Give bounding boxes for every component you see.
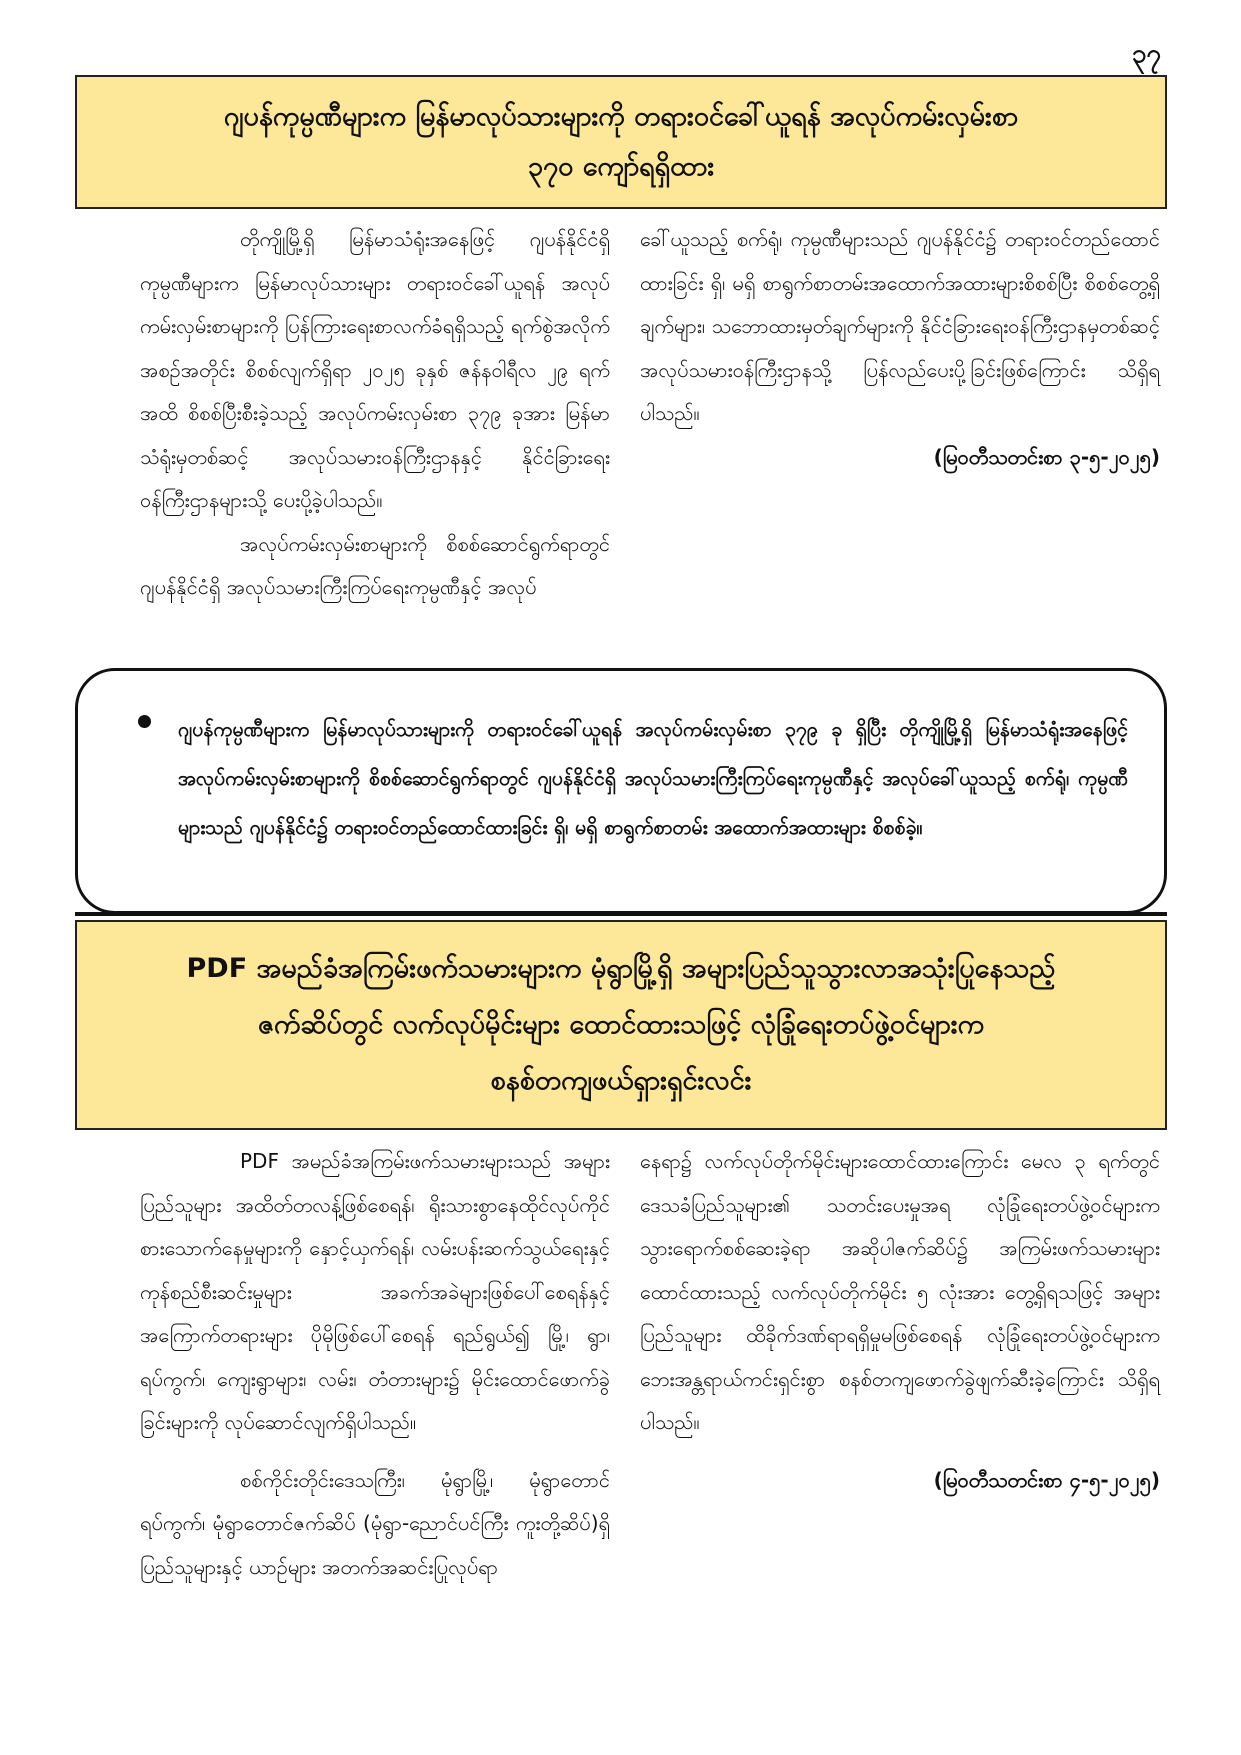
article1-right-paragraph: ခေါ်ယူသည့် စက်ရုံ၊ ကုမ္ပဏီများသည် ဂျပန်နိုင်ငံ၌ တရားဝင်တည်ထောင်ထားခြင်း ရှိ၊ မရှိ စာရွက်စာတမ်းအထောက်အထားများစိစစ်ပြီး စိစစ်တွေ့ရှိချက်များ၊ သဘောထားမှတ်ချက်များကို နိုင်ငံခြားရေးဝန်ကြီးဌာနမှတစ်ဆင့် အလုပ်သမားဝန်ကြီးဌာနသို့ ပြန်လည်ပေးပို့ခြင်းဖြစ်ကြောင်း သိရှိရပါသည်။ xyxy=(640,227,1160,425)
article1-left-column xyxy=(140,218,610,610)
article2-headline-line3: စနစ်တကျဖယ်ရှားရှင်းလင်း xyxy=(490,1065,752,1096)
section-divider xyxy=(75,912,1167,916)
article1-source: (မြဝတီသတင်းစာ ၃-၅-၂၀၂၅) xyxy=(933,444,1160,469)
article2-headline-line2: ဇက်ဆိပ်တွင် လက်လုပ်မိုင်းများ ထောင်ထားသဖြင့် လုံခြုံရေးတပ်ဖွဲ့ဝင်များက xyxy=(257,1009,985,1040)
article1-headline-line1: ဂျပန်ကုမ္ပဏီများက မြန်မာလုပ်သားများကို တရားဝင်ခေါ်ယူရန် အလုပ်ကမ်းလှမ်းစာ xyxy=(223,101,1019,132)
article2-source: (မြဝတီသတင်းစာ ၄-၅-၂၀၂၅) xyxy=(933,1467,1160,1492)
article1-headline-line2: ၃၇၀ ကျော်ရရှိထား xyxy=(527,151,715,182)
article1-right-column xyxy=(640,218,1160,479)
article2-headline-line1: PDF အမည်ခံအကြမ်းဖက်သမားများက မုံရွာမြို့ရှိ အများပြည်သူသွားလာအသုံးပြုနေသည့် xyxy=(186,953,1056,984)
article1-headline xyxy=(75,75,1167,209)
article1-left-paragraph-2: အလုပ်ကမ်းလှမ်းစာများကို စိစစ်ဆောင်ရွက်ရာတွင် ဂျပန်နိုင်ငံရှိ အလုပ်သမားကြီးကြပ်ရေးကုမ္ပဏီနှင့် အလုပ် xyxy=(140,531,610,599)
article2-left-paragraph-1: PDF အမည်ခံအကြမ်းဖက်သမားများသည် အများပြည်သူများ အထိတ်တလန့်ဖြစ်စေရန်၊ ရိုးသားစွာနေထိုင်လုပ်ကိုင်စားသောက်နေမှုများကို နှောင့်ယှက်ရန်၊ လမ်းပန်းဆက်သွယ်ရေးနှင့် ကုန်စည်စီးဆင်းမှုများ အခက်အခဲများဖြစ်ပေါ်စေရန်နှင့် အကြောက်တရားများ ပိုမိုဖြစ်ပေါ်စေရန် ရည်ရွယ်၍ မြို့၊ ရွာ၊ ရပ်ကွက်၊ ကျေးရွာများ၊ လမ်း၊ တံတားများ၌ မိုင်းထောင်ဖောက်ခွဲခြင်းများကို လုပ်ဆောင်လျက်ရှိပါသည်။ xyxy=(140,1149,610,1434)
article2-right-paragraph: နေရာ၌ လက်လုပ်တိုက်မိုင်းများထောင်ထားကြောင်း မေလ ၃ ရက်တွင် ဒေသခံပြည်သူများ၏ သတင်းပေးမှုအရ လုံခြုံရေးတပ်ဖွဲ့ဝင်များက သွားရောက်စစ်ဆေးခဲ့ရာ အဆိုပါဇက်ဆိပ်၌ အကြမ်းဖက်သမားများ ထောင်ထားသည့် လက်လုပ်တိုက်မိုင်း ၅ လုံးအား တွေ့ရှိရသဖြင့် အများပြည်သူများ ထိခိုက်ဒဏ်ရာရရှိမှုမဖြစ်စေရန် လုံခြုံရေးတပ်ဖွဲ့ဝင်များက ဘေးအန္တရာယ်ကင်းရှင်းစွာ စနစ်တကျဖောက်ခွဲဖျက်ဆီးခဲ့ကြောင်း သိရှိရပါသည်။ xyxy=(640,1149,1160,1434)
article2-left-paragraph-2: စစ်ကိုင်းတိုင်းဒေသကြီး၊ မုံရွာမြို့၊ မုံရွာတောင်ရပ်ကွက်၊ မုံရွာတောင်ဇက်ဆိပ် (မုံရွာ-ညောင်ပင်ကြီး ကူးတို့ဆိပ်)ရှိ ပြည်သူများနှင့် ယာဉ်များ အတက်အဆင်းပြုလုပ်ရာ xyxy=(140,1467,610,1579)
article1-left-paragraph-1: တိုကျိုမြို့ရှိ မြန်မာသံရုံးအနေဖြင့် ဂျပန်နိုင်ငံရှိ ကုမ္ပဏီများက မြန်မာလုပ်သားများ တရားဝင်ခေါ်ယူရန် အလုပ်ကမ်းလှမ်းစာများကို ပြန်ကြားရေးစာလက်ခံရရှိသည့် ရက်စွဲအလိုက် အစဉ်အတိုင်း စိစစ်လျက်ရှိရာ ၂၀၂၅ ခုနှစ် ဇန်နဝါရီလ ၂၉ ရက်အထိ စိစစ်ပြီးစီးခဲ့သည့် အလုပ်ကမ်းလှမ်းစာ ၃၇၉ ခုအား မြန်မာသံရုံးမှတစ်ဆင့် အလုပ်သမားဝန်ကြီးဌာနနှင့် နိုင်ငံခြားရေးဝန်ကြီးဌာနများသို့ ပေးပို့ခဲ့ပါသည်။ xyxy=(140,227,610,512)
article2-left-column xyxy=(140,1140,610,1589)
summary-box xyxy=(75,668,1167,914)
bullet-icon xyxy=(138,715,151,728)
summary-text: ဂျပန်ကုမ္ပဏီများက မြန်မာလုပ်သားများကို တရားဝင်ခေါ်ယူရန် အလုပ်ကမ်းလှမ်းစာ ၃၇၉ ခု ရှိပြီး တိုကျိုမြို့ရှိ မြန်မာသံရုံးအနေဖြင့် အလုပ်ကမ်းလှမ်းစာများကို စိစစ်ဆောင်ရွက်ရာတွင် ဂျပန်နိုင်ငံရှိ အလုပ်သမားကြီးကြပ်ရေးကုမ္ပဏီနှင့် အလုပ်ခေါ်ယူသည့် စက်ရုံ၊ ကုမ္ပဏီများသည် ဂျပန်နိုင်ငံ၌ တရားဝင်တည်ထောင်ထားခြင်း ရှိ၊ မရှိ စာရွက်စာတမ်း အထောက်အထားများ စိစစ်ခဲ့။ xyxy=(178,718,1128,839)
article2-right-column xyxy=(640,1140,1160,1502)
article2-headline xyxy=(75,920,1167,1130)
page-number: ၃၇ xyxy=(1131,39,1161,69)
